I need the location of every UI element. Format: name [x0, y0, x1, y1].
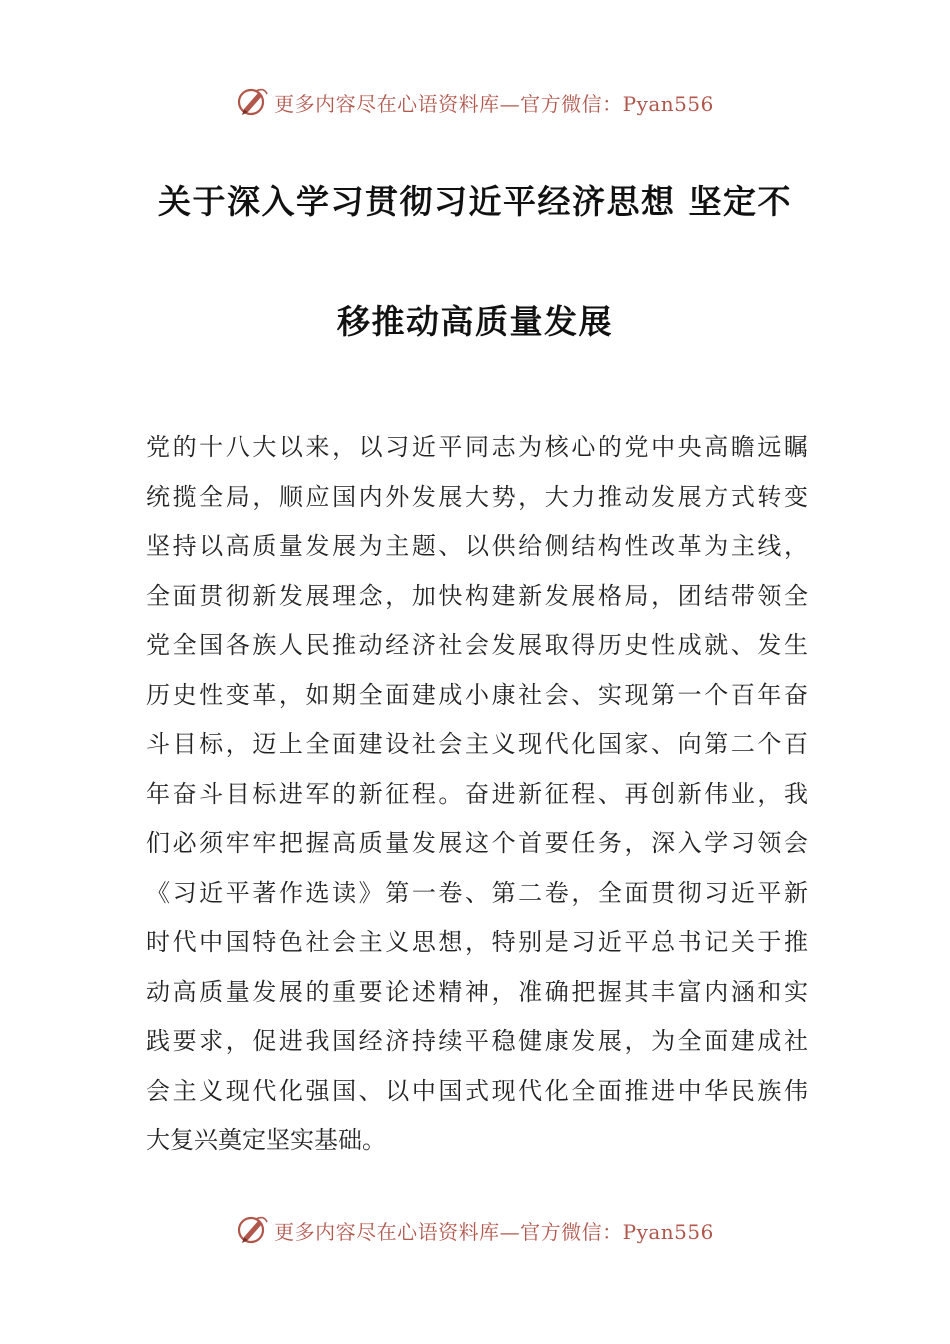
body-line: 党的十八大以来，以习近平同志为核心的党中央高瞻远瞩 [146, 433, 808, 461]
body-line: 《习近平著作选读》第一卷、第二卷，全面贯彻习近平新 [146, 878, 808, 907]
header-watermark [0, 80, 950, 124]
body-line: 斗目标，迈上全面建设社会主义现代化国家、向第二个百 [146, 730, 808, 758]
body-line: 践要求，促进我国经济持续平稳健康发展，为全面建成社 [146, 1027, 808, 1055]
body-line: 党全国各族人民推动经济社会发展取得历史性成就、发生 [146, 631, 808, 659]
pen-logo-icon [236, 85, 270, 119]
body-line: 年奋斗目标进军的新征程。奋进新征程、再创新伟业，我 [146, 779, 808, 808]
document-title-line-2: 移推动高质量发展 [337, 302, 613, 341]
body-line: 统揽全局，顺应国内外发展大势，大力推动发展方式转变 [146, 482, 808, 511]
watermark-text: 更多内容尽在心语资料库—官方微信：Pyan556 [274, 91, 714, 116]
document-title-line-1: 关于深入学习贯彻习近平经济思想 坚定不 [158, 182, 792, 221]
body-line: 坚持以高质量发展为主题、以供给侧结构性改革为主线， [146, 532, 808, 560]
body-line: 时代中国特色社会主义思想，特别是习近平总书记关于推 [146, 928, 808, 956]
body-line: 们必须牢牢把握高质量发展这个首要任务，深入学习领会 [146, 829, 808, 857]
body-paragraph [146, 427, 808, 1170]
pen-logo-icon [236, 1213, 270, 1247]
body-line: 动高质量发展的重要论述精神，准确把握其丰富内涵和实 [146, 977, 808, 1006]
body-line: 大复兴奠定坚实基础。 [146, 1126, 386, 1154]
body-line: 全面贯彻新发展理念，加快构建新发展格局，团结带领全 [146, 581, 808, 610]
body-line: 历史性变革，如期全面建成小康社会、实现第一个百年奋 [146, 680, 808, 709]
watermark-text: 更多内容尽在心语资料库—官方微信：Pyan556 [274, 1219, 714, 1244]
body-line: 会主义现代化强国、以中国式现代化全面推进中华民族伟 [146, 1076, 808, 1105]
footer-watermark [0, 1208, 950, 1252]
